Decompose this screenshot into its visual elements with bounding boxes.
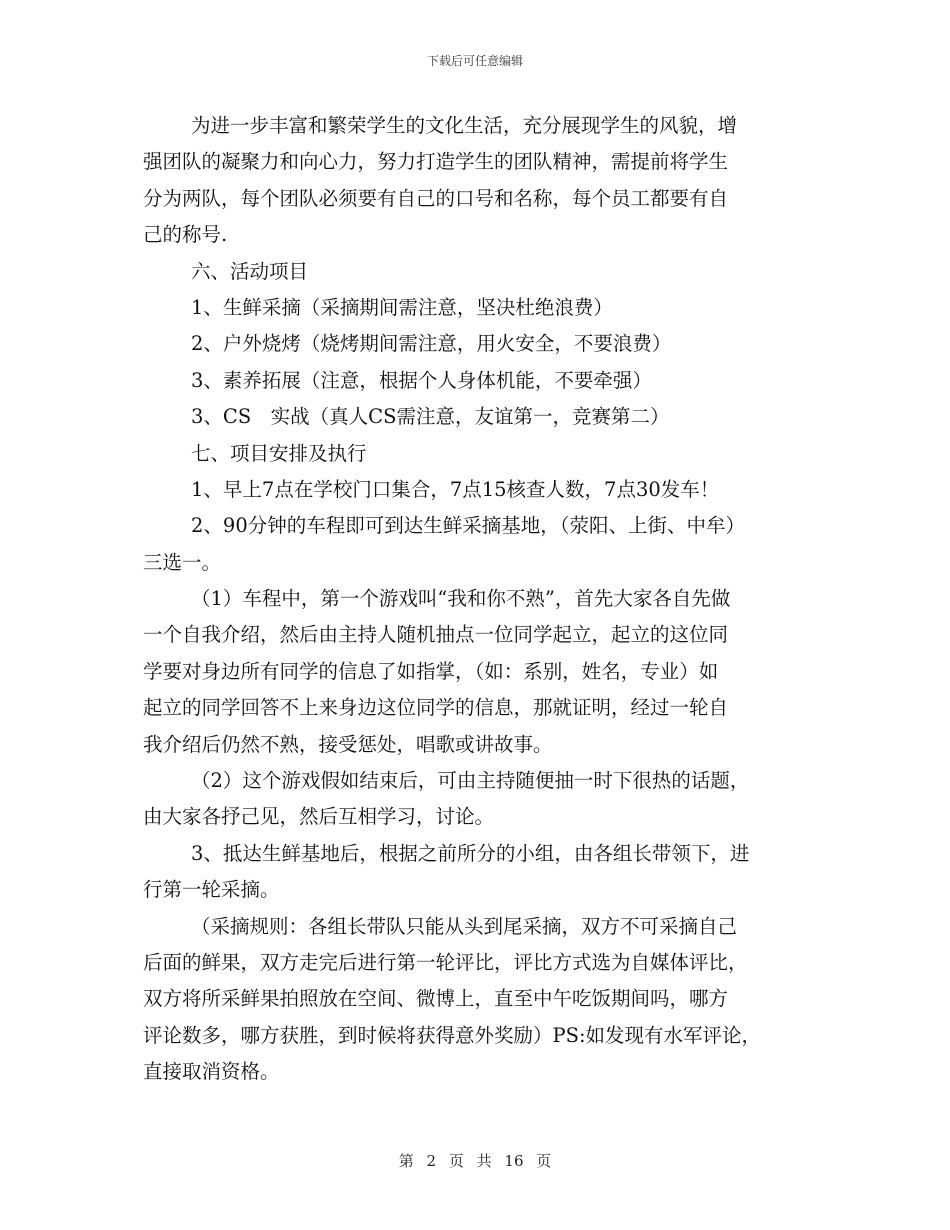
page-footer: [0, 1150, 950, 1171]
paragraph-line: 3、抵达生鲜基地后，根据之前所分的小组，由各组长带领下，进: [191, 841, 750, 865]
paragraph-line: 双方将所采鲜果拍照放在空间、微博上，直至中午吃饭期间吗，哪方: [143, 987, 729, 1011]
total-page-count: 16: [504, 1152, 524, 1170]
paragraph-line: 由大家各抒己见，然后互相学习，讨论。: [143, 805, 495, 829]
list-item: 3、CS 实战（真人CS需注意，友谊第一，竞赛第二）: [191, 405, 670, 429]
paragraph-line: 起立的同学回答不上来身边这位同学的信息，那就证明，经过一轮自: [143, 696, 729, 720]
paragraph-line: 一个自我介绍，然后由主持人随机抽点一位同学起立，起立的这位同: [143, 623, 729, 647]
paragraph-line: 为进一步丰富和繁荣学生的文化生活，充分展现学生的风貌，增: [191, 114, 738, 137]
footer-prefix: 第: [398, 1152, 414, 1170]
paragraph-line: （1）车程中，第一个游戏叫“我和你不熟”，首先大家各自先做: [191, 587, 731, 611]
document-body: [143, 108, 811, 1091]
list-item: 3、素养拓展（注意，根据个人身体机能，不要牵强）: [191, 368, 652, 392]
paragraph-line: 2、90分钟的车程即可到达生鲜采摘基地，（荥阳、上街、中牟）: [191, 514, 745, 538]
paragraph-line: 三选一。: [143, 550, 222, 574]
paragraph-line: 强团队的凝聚力和向心力，努力打造学生的团队精神，需提前将学生: [143, 150, 729, 174]
list-item: 1、生鲜采摘（采摘期间需注意，坚决杜绝浪费）: [191, 295, 613, 319]
section-heading: 六、活动项目: [191, 259, 309, 283]
page-header: 下载后可任意编辑: [426, 54, 523, 68]
paragraph-line: 行第一轮采摘。: [143, 878, 280, 902]
footer-suffix: 页: [536, 1152, 552, 1170]
paragraph-line: 直接取消资格。: [143, 1060, 280, 1084]
paragraph-line: 我介绍后仍然不熟，接受惩处，唱歌或讲故事。: [143, 732, 553, 756]
paragraph-line: 1、早上7点在学校门口集合，7点15核查人数，7点30发车！: [191, 477, 720, 501]
paragraph-line: 分为两队，每个团队必须要有自己的口号和名称，每个员工都要有自: [143, 186, 729, 210]
paragraph-line: 己的称号.: [143, 223, 228, 247]
current-page-number: 2: [426, 1152, 437, 1170]
paragraph-line: 学要对身边所有同学的信息了如指掌，（如：系别，姓名，专业）如: [143, 659, 719, 683]
list-item: 2、户外烧烤（烧烤期间需注意，用火安全，不要浪费）: [191, 332, 672, 356]
footer-page-word: 页: [448, 1152, 464, 1170]
footer-total-word: 共: [476, 1152, 492, 1170]
paragraph-line: 评论数多，哪方获胜，到时候将获得意外奖励）PS:如发现有水军评论，: [143, 1023, 762, 1047]
paragraph-line: （2）这个游戏假如结束后，可由主持随便抽一时下很热的话题，: [191, 769, 750, 793]
section-heading: 七、项目安排及执行: [191, 441, 367, 465]
paragraph-line: 后面的鲜果，双方走完后进行第一轮评比，评比方式选为自媒体评比，: [143, 950, 748, 974]
paragraph-line: （采摘规则：各组长带队只能从头到尾采摘，双方不可采摘自己: [191, 914, 738, 938]
